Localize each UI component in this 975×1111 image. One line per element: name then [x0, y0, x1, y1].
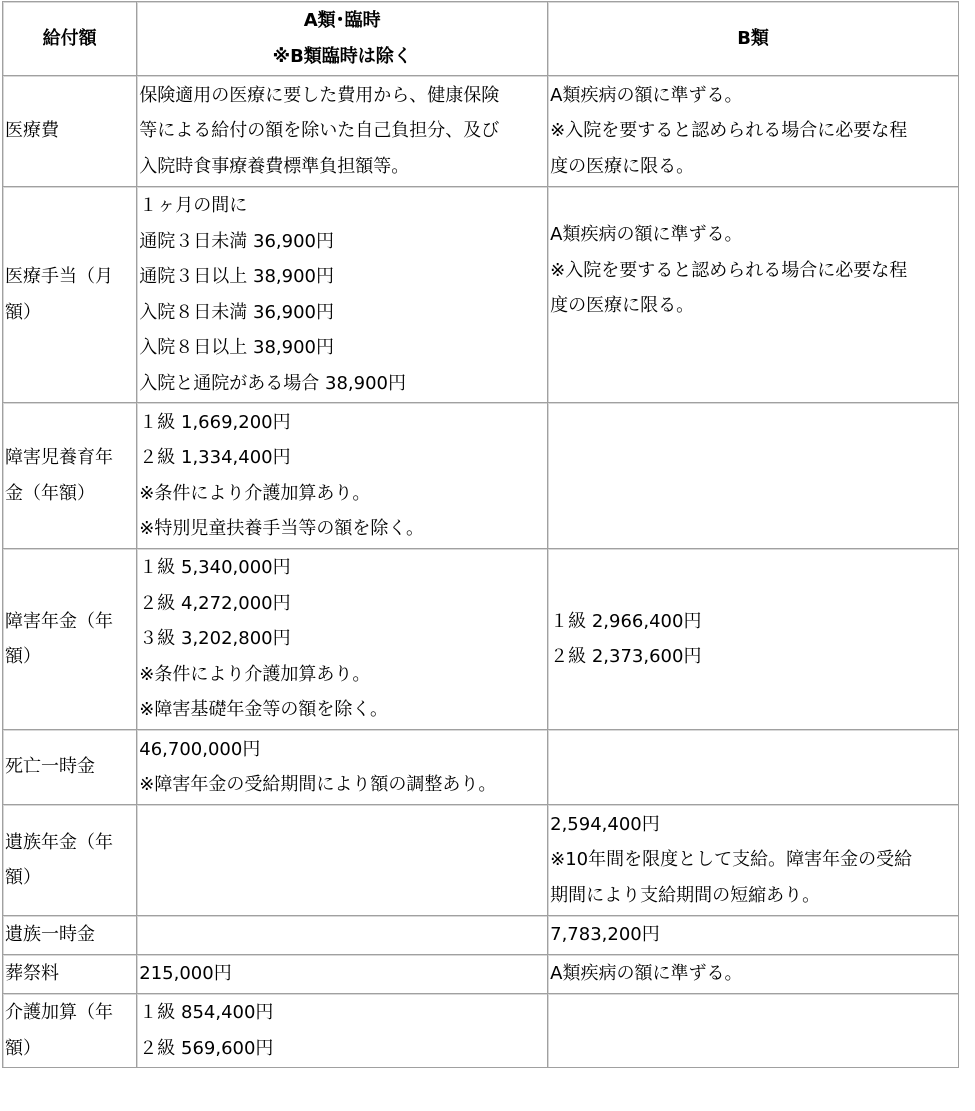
header-b: B類	[737, 27, 769, 49]
row-label-line: 障害児養育年	[5, 447, 113, 468]
row-b-cell-content	[550, 917, 958, 953]
row-a-line: 入院８日以上 38,900円	[139, 337, 334, 358]
row-a-line: ※障害基礎年金等の額を除く。	[139, 699, 388, 721]
row-b-cell	[548, 76, 959, 187]
row-a-cell	[137, 955, 548, 994]
row-a-line: 46,700,000円	[139, 738, 261, 760]
row-b-line: ２級 2,373,600円	[550, 646, 702, 667]
table-row	[3, 549, 959, 730]
row-label-cell	[3, 549, 137, 730]
row-a-cell-content	[139, 188, 547, 401]
row-label-line: 額）	[5, 646, 41, 667]
row-label-cell-content	[5, 440, 136, 511]
row-label-line: 障害年金（年	[5, 610, 113, 632]
header-a-cell	[137, 2, 548, 76]
row-label-line: 葬祭料	[5, 963, 59, 985]
header-label: 給付額	[42, 27, 97, 49]
row-a-line: １級 1,669,200円	[139, 411, 291, 433]
header-a-line1: A類･臨時	[303, 10, 381, 31]
row-label-cell-content	[5, 917, 136, 953]
row-a-cell	[137, 730, 548, 805]
row-label-cell	[3, 994, 137, 1068]
row-a-line: ３級 3,202,800円	[139, 628, 291, 650]
row-a-line: ※条件により介護加算あり。	[139, 482, 371, 504]
row-b-cell	[548, 994, 959, 1068]
row-label-line: 遺族年金（年	[5, 831, 113, 853]
row-b-cell-content	[550, 807, 958, 914]
row-a-line: 通院３日以上 38,900円	[139, 266, 334, 287]
table-body	[3, 76, 959, 1068]
row-a-line: 入院８日未満 36,900円	[139, 301, 334, 323]
row-a-cell	[137, 805, 548, 916]
row-b-cell	[548, 403, 959, 549]
row-b-line: 期間により支給期間の短縮あり。	[550, 884, 821, 906]
benefits-table	[2, 1, 959, 1068]
row-a-cell-content	[139, 956, 547, 992]
row-label-cell-content	[5, 956, 136, 992]
row-a-cell	[137, 994, 548, 1068]
row-label-line: 医療費	[5, 120, 59, 142]
row-a-line: 通院３日未満 36,900円	[139, 230, 334, 252]
header-a-line2: ※B類臨時は除く	[272, 45, 412, 67]
row-b-line: A類疾病の額に準ずる。	[550, 963, 743, 985]
row-a-cell-content	[139, 405, 547, 547]
row-a-line: 入院時食事療養費標準負担額等。	[139, 155, 410, 177]
row-b-cell-content	[550, 78, 958, 185]
row-a-cell	[137, 916, 548, 955]
table-row	[3, 403, 959, 549]
row-b-cell	[548, 805, 959, 916]
row-label-cell	[3, 730, 137, 805]
header-b-cell	[548, 2, 959, 76]
row-a-line: １ヶ月の間に	[139, 195, 248, 216]
row-b-line: 7,783,200円	[550, 924, 660, 946]
table-row	[3, 187, 959, 403]
row-a-cell-content	[139, 78, 547, 185]
table-row	[3, 955, 959, 994]
row-a-line: ２級 4,272,000円	[139, 592, 291, 614]
header-label-cell	[3, 2, 137, 76]
row-label-line: 額）	[5, 1037, 41, 1059]
row-b-line: ※入院を要すると認められる場合に必要な程	[550, 120, 908, 142]
row-b-cell	[548, 187, 959, 403]
row-b-cell-content	[550, 956, 958, 992]
row-label-cell-content	[5, 259, 136, 330]
row-a-cell	[137, 549, 548, 730]
row-a-cell-content	[139, 732, 547, 803]
row-label-cell	[3, 76, 137, 187]
row-b-cell	[548, 730, 959, 805]
row-label-cell-content	[5, 604, 136, 675]
row-label-line: 額）	[5, 867, 41, 888]
row-a-line: ２級 569,600円	[139, 1037, 274, 1059]
row-a-cell-content	[139, 995, 547, 1066]
table-row	[3, 916, 959, 955]
row-label-cell-content	[5, 749, 136, 785]
row-b-line: A類疾病の額に準ずる。	[550, 224, 743, 246]
row-a-line: 215,000円	[139, 963, 232, 985]
row-label-cell	[3, 403, 137, 549]
row-b-cell	[548, 549, 959, 730]
row-a-line: 等による給付の額を除いた自己負担分、及び	[139, 120, 500, 142]
row-label-line: 死亡一時金	[5, 756, 95, 778]
row-label-cell-content	[5, 995, 136, 1066]
row-a-line: 入院と通院がある場合 38,900円	[139, 372, 406, 394]
row-a-line: ※特別児童扶養手当等の額を除く。	[139, 518, 424, 539]
row-a-line: ※条件により介護加算あり。	[139, 663, 371, 685]
row-a-cell	[137, 187, 548, 403]
row-label-line: 金（年額）	[5, 482, 95, 504]
row-label-cell-content	[5, 113, 136, 149]
table-row	[3, 76, 959, 187]
row-b-cell	[548, 955, 959, 994]
row-b-line: 度の医療に限る。	[550, 295, 695, 317]
row-a-cell	[137, 403, 548, 549]
table-row	[3, 994, 959, 1068]
row-label-line: 遺族一時金	[5, 924, 95, 946]
row-label-cell	[3, 955, 137, 994]
row-b-cell	[548, 916, 959, 955]
row-b-cell-content	[550, 217, 958, 372]
row-a-line: ２級 1,334,400円	[139, 447, 291, 468]
row-b-line: A類疾病の額に準ずる。	[550, 84, 743, 106]
row-a-line: １級 854,400円	[139, 1002, 274, 1023]
row-label-line: 介護加算（年	[5, 1002, 113, 1023]
row-label-cell	[3, 805, 137, 916]
row-a-line: 保険適用の医療に要した費用から、健康保険	[139, 84, 500, 106]
row-label-cell-content	[5, 825, 136, 896]
table-row	[3, 805, 959, 916]
row-b-line: ※入院を要すると認められる場合に必要な程	[550, 259, 908, 281]
row-b-cell-content	[550, 604, 958, 675]
table-row	[3, 730, 959, 805]
row-a-cell-content	[139, 550, 547, 728]
row-label-line: 額）	[5, 301, 41, 323]
row-label-cell	[3, 187, 137, 403]
row-a-cell	[137, 76, 548, 187]
table-header-row	[3, 2, 959, 76]
row-a-line: ※障害年金の受給期間により額の調整あり。	[139, 774, 497, 795]
row-b-line: １級 2,966,400円	[550, 610, 702, 632]
row-label-line: 医療手当（月	[5, 266, 113, 287]
row-label-cell	[3, 916, 137, 955]
row-a-line: １級 5,340,000円	[139, 557, 291, 579]
row-b-line: 度の医療に限る。	[550, 155, 695, 177]
row-b-line: 2,594,400円	[550, 813, 660, 835]
row-b-line: ※10年間を限度として支給。障害年金の受給	[550, 849, 913, 871]
